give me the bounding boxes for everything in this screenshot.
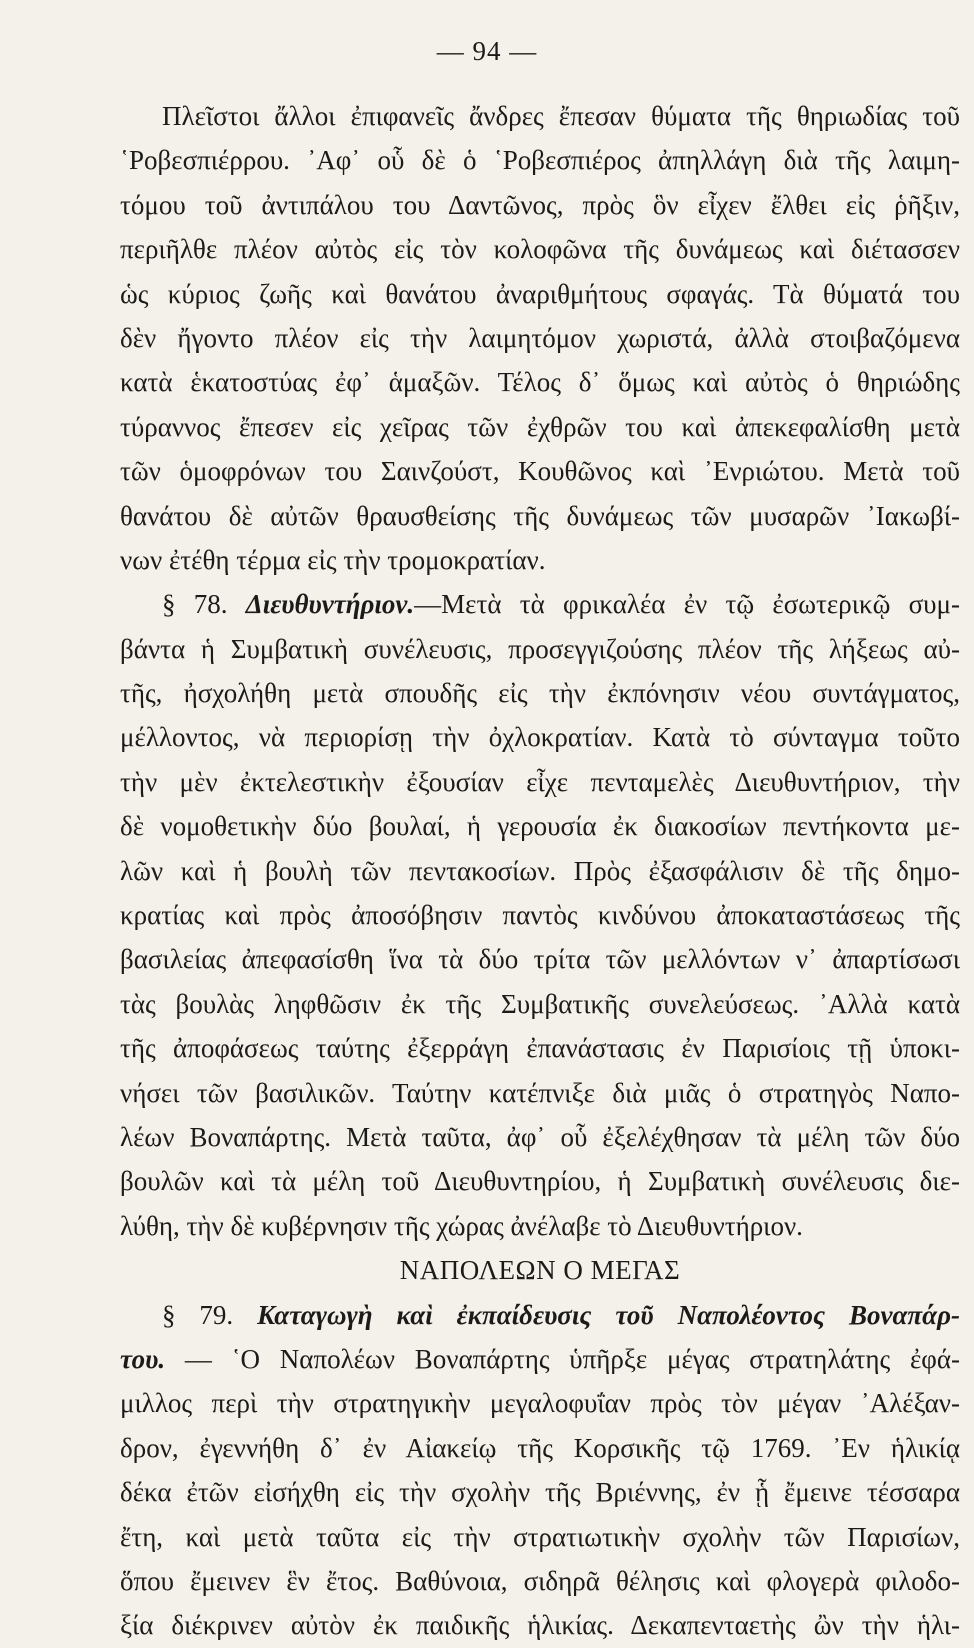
text-line [120,1071,960,1115]
text-line [120,538,960,582]
text-line [120,360,960,404]
line-text: δὲ νομοθετικὴν δύο βουλαί, ἡ γερουσία ἐκ διακοσίων πεντήκοντα με- [120,811,960,842]
line-text: κρατίας καὶ πρὸς ἀποσόβησιν παντὸς κινδύνου ἀποκαταστάσεως τῆς [120,900,960,931]
line-text: δρον, ἐγεννήθη δ᾿ ἐν Αἰακείῳ τῆς Κορσικῆς τῷ 1769. ᾿Εν ἡλικίᾳ [120,1432,960,1463]
text-line [120,227,960,271]
section-heading: του. [120,1343,166,1374]
text-line [120,804,960,848]
line-text: θανάτου δὲ αὐτῶν θραυσθείσης τῆς δυνάμεως τῶν μυσαρῶν ᾿Ιακωβί- [120,500,960,531]
line-text: λῶν καὶ ἡ βουλὴ τῶν πεντακοσίων. Πρὸς ἐξασφάλισιν δὲ τῆς δημο- [120,855,960,886]
line-text: κατὰ ἑκατοστύας ἐφ᾿ ἁμαξῶν. Τέλος δ᾿ ὅμως καὶ αὐτὸς ὁ θηριώδης [120,367,960,398]
line-text: τύραννος ἔπεσεν εἰς χεῖρας τῶν ἐχθρῶν του καὶ ἀπεκεφαλίσθη μετὰ [120,411,960,442]
line-text: ἔτη, καὶ μετὰ ταῦτα εἰς τὴν στρατιωτικὴν σχολὴν τῶν Παρισίων, [120,1521,960,1552]
section-number: § 79. [162,1299,258,1330]
text-line [120,1381,960,1425]
page-number: — 94 — [436,36,538,66]
section-heading: Καταγωγὴ καὶ ἐκπαίδευσις τοῦ Ναπολέοντος Βοναπάρ- [257,1299,960,1330]
text-line [120,982,960,1026]
text-line [120,1159,960,1203]
line-text: ὅπου ἔμεινεν ἓν ἔτος. Βαθύνοια, σιδηρᾶ θέλησις καὶ φλογερὰ φιλοδο- [120,1565,960,1596]
text-line [120,760,960,804]
line-text: ῾Ροβεσπιέρρου. ᾿Αφ᾿ οὗ δὲ ὁ ῾Ροβεσπιέρος ἀπηλλάγη διὰ τῆς λαιμη- [120,145,960,176]
body-text [120,94,960,1648]
text-line [120,405,960,449]
text-line [120,494,960,538]
line-text: — ῾Ο Ναπολέων Βοναπάρτης ὑπῆρξε μέγας στρατηλάτης ἐφά- [165,1343,960,1374]
text-line [120,671,960,715]
line-text: τῶν ὁμοφρόνων του Σαινζούστ, Κουθῶνος καὶ ᾿Ενριώτου. Μετὰ τοῦ [120,456,960,487]
text-line [120,715,960,759]
text-line [120,582,960,626]
line-text: νήσει τῶν βασιλικῶν. Ταύτην κατέπνιξε διὰ μιᾶς ὁ στρατηγὸς Ναπο- [120,1077,960,1108]
line-text: τῆς ἀποφάσεως ταύτης ἐξερράγη ἐπανάστασις ἐν Παρισίοις τῇ ὑποκι- [120,1033,960,1064]
section-number: § 78. [162,589,246,620]
text-line [120,1204,960,1248]
text-line [120,1603,960,1647]
line-text: περιῆλθε πλέον αὐτὸς εἰς τὸν κολοφῶνα τῆς δυνάμεως καὶ διέτασσεν [120,234,960,265]
line-text: μέλλοντος, νὰ περιορίσῃ τὴν ὀχλοκρατίαν. Κατὰ τὸ σύνταγμα τοῦτο [120,722,960,753]
line-text: βασιλείας ἀπεφασίσθη ἵνα τὰ δύο τρίτα τῶν μελλόντων ν᾿ ἀπαρτίσωσι [120,944,960,975]
line-text: ΝΑΠΟΛΕΩΝ Ο ΜΕΓΑΣ [399,1255,681,1286]
text-line [120,627,960,671]
section-heading: Διευθυντήριον. [245,589,415,620]
line-text: δὲν ἤγοντο πλέον εἰς τὴν λαιμητόμον χωριστά, ἀλλὰ στοιβαζόμενα [120,322,960,353]
line-text: τὰς βουλὰς ληφθῶσιν ἐκ τῆς Συμβατικῆς συνελεύσεως. ᾿Αλλὰ κατὰ [120,988,960,1019]
line-text: τὴν μὲν ἐκτελεστικὴν ἐξουσίαν εἶχε πενταμελὲς Διευθυντήριον, τὴν [120,766,960,797]
text-line [120,1515,960,1559]
text-line [120,272,960,316]
text-line [120,1470,960,1514]
line-text: ξία διέκρινεν αὐτὸν ἐκ παιδικῆς ἡλικίας. Δεκαπενταετὴς ὢν τὴν ἡλι- [120,1610,960,1641]
text-line [120,893,960,937]
text-line [120,1337,960,1381]
text-line [120,316,960,360]
line-text: μιλλος περὶ τὴν στρατηγικὴν μεγαλοφυΐαν πρὸς τὸν μέγαν ᾿Αλέξαν- [120,1388,960,1419]
text-line [120,183,960,227]
text-line [120,94,960,138]
text-line [120,937,960,981]
text-line [120,1026,960,1070]
line-text: λέων Βοναπάρτης. Μετὰ ταῦτα, ἀφ᾿ οὗ ἐξελέχθησαν τὰ μέλη τῶν δύο [120,1121,960,1152]
text-line [120,1293,960,1337]
text-line [120,449,960,493]
line-text: τῆς, ἠσχολήθη μετὰ σπουδῆς εἰς τὴν ἐκπόνησιν νέου συντάγματος, [120,678,960,709]
text-line [120,138,960,182]
section-title [120,1248,960,1292]
line-text: λύθη, τὴν δὲ κυβέρνησιν τῆς χώρας ἀνέλαβε τὸ Διευθυντήριον. [120,1210,803,1241]
line-text: βουλῶν καὶ τὰ μέλη τοῦ Διευθυντηρίου, ἡ Συμβατικὴ συνέλευσις διε- [120,1166,960,1197]
line-text: ὡς κύριος ζωῆς καὶ θανάτου ἀναριθμήτους σφαγάς. Τὰ θύματά του [120,278,960,309]
text-line [120,1426,960,1470]
text-line [120,1115,960,1159]
line-text: —Μετὰ τὰ φρικαλέα ἐν τῷ ἐσωτερικῷ συμ- [414,589,960,620]
line-text: βάντα ἡ Συμβατικὴ συνέλευσις, προσεγγιζούσης πλέον τῆς λήξεως αὐ- [120,633,960,664]
line-text: Πλεῖστοι ἄλλοι ἐπιφανεῖς ἄνδρες ἔπεσαν θύματα τῆς θηριωδίας τοῦ [162,101,960,131]
text-line [120,1559,960,1603]
line-text: τόμου τοῦ ἀντιπάλου του Δαντῶνος, πρὸς ὃν εἶχεν ἔλθει εἰς ῥῆξιν, [120,189,960,220]
line-text: νων ἐτέθη τέρμα εἰς τὴν τρομοκρατίαν. [120,544,546,575]
line-text: δέκα ἐτῶν εἰσήχθη εἰς τὴν σχολὴν τῆς Βριέννης, ἐν ᾗ ἔμεινε τέσσαρα [120,1477,960,1508]
text-line [120,849,960,893]
